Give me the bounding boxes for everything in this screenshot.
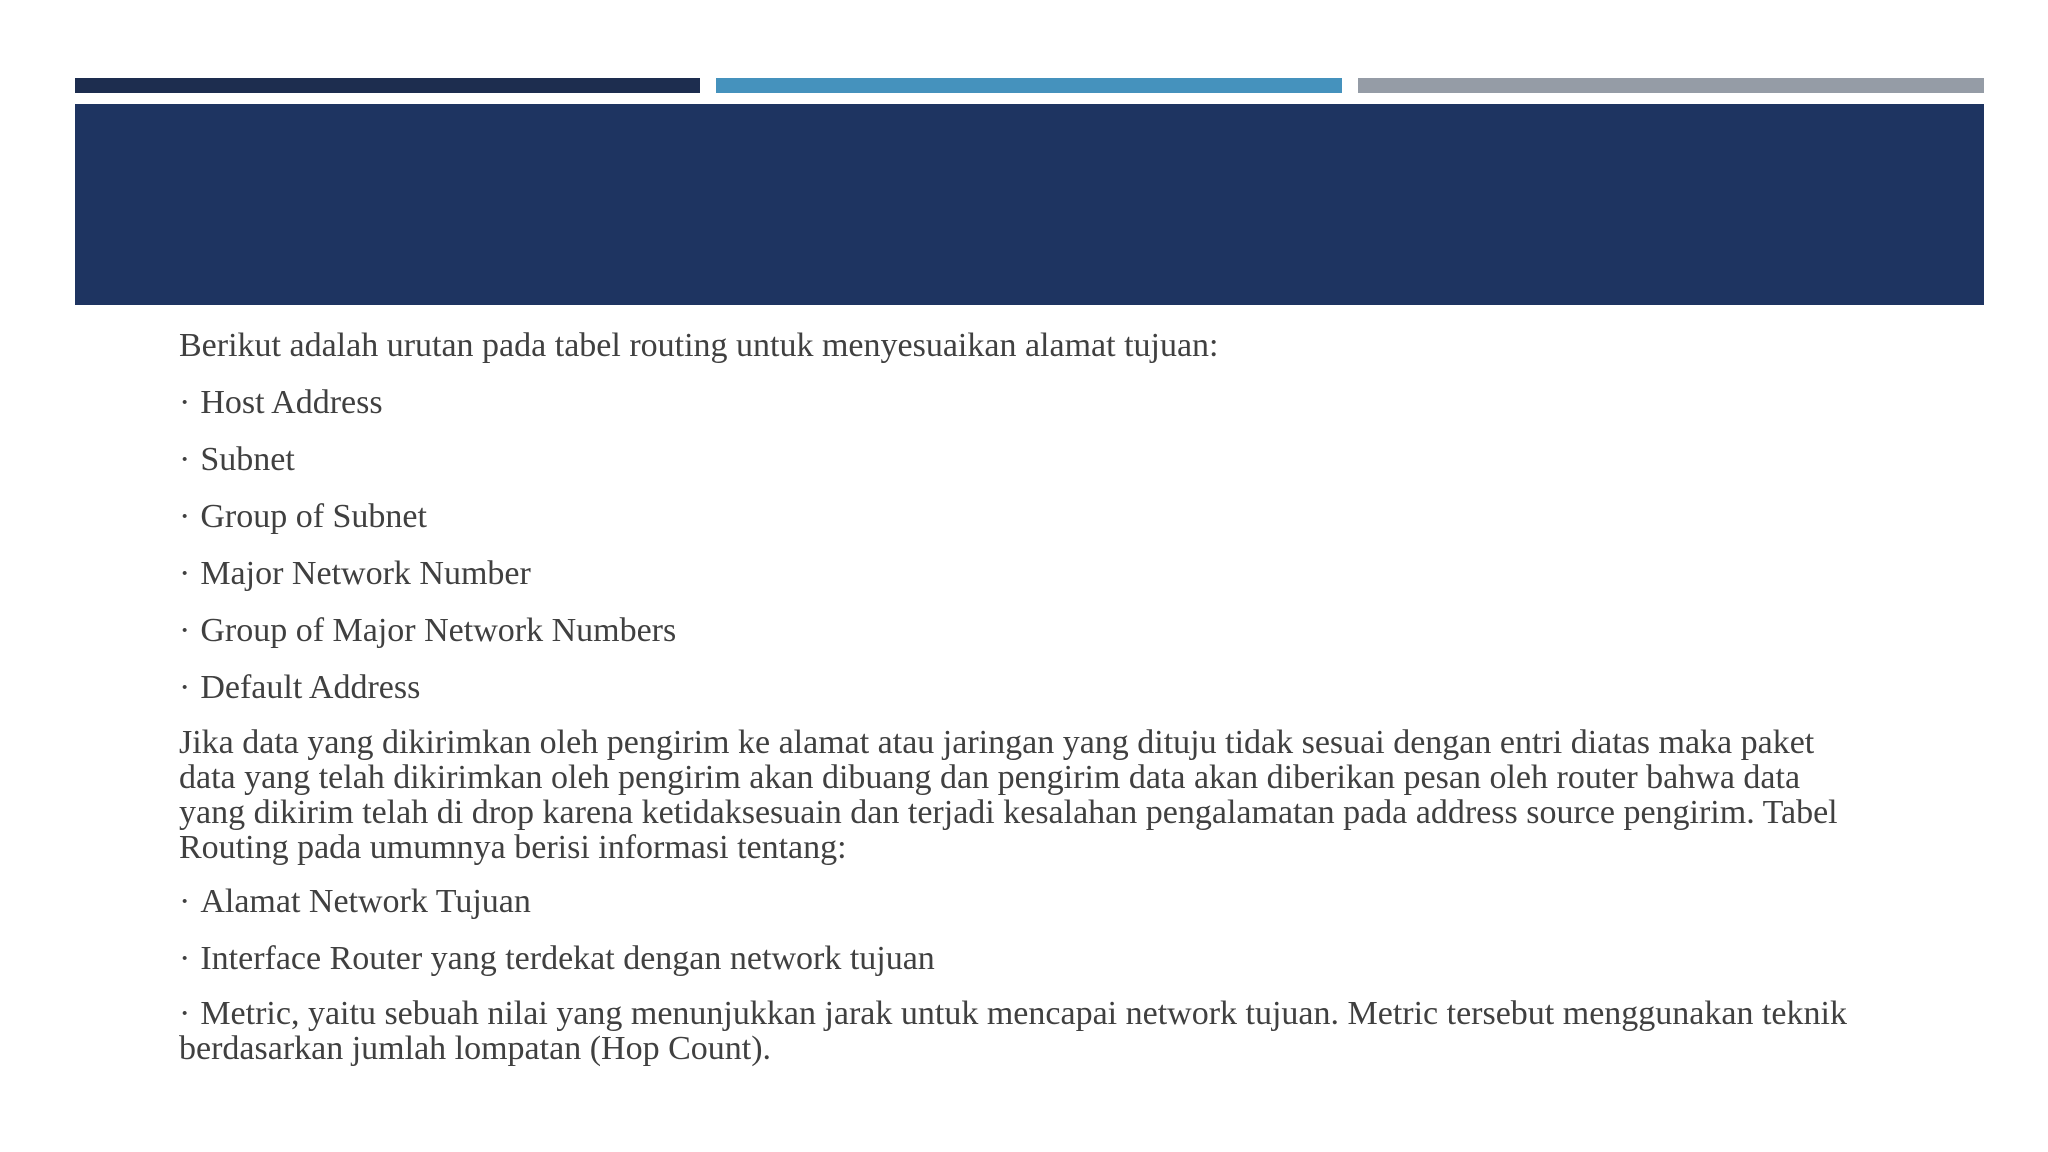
list-item xyxy=(179,497,1979,537)
accent-bar-blue xyxy=(716,78,1342,93)
list-item-text: Interface Router yang terdekat dengan network tujuan xyxy=(200,940,935,977)
list-item xyxy=(179,611,1979,651)
list-item xyxy=(179,383,1979,423)
list-item xyxy=(179,440,1979,480)
paragraph-line: Routing pada umumnya berisi informasi tentang: xyxy=(179,829,847,866)
paragraph-line: data yang telah dikirimkan oleh pengirim akan dibuang dan pengirim data akan diberikan pesan oleh router bahwa data xyxy=(179,759,1801,796)
paragraph-line xyxy=(179,996,1979,1031)
paragraph-line: Jika data yang dikirimkan oleh pengirim ke alamat atau jaringan yang dituju tidak sesuai dengan entri diatas maka paket xyxy=(179,724,1815,761)
list-item-text: Major Network Number xyxy=(200,555,531,592)
list-item xyxy=(179,882,1979,922)
bullet-dot: · xyxy=(179,498,191,535)
metric-list-item xyxy=(179,996,1979,1066)
list-item xyxy=(179,668,1979,708)
accent-bar-gray xyxy=(1358,78,1984,93)
bullet-dot: · xyxy=(179,883,191,920)
list-item-text: Group of Major Network Numbers xyxy=(200,612,677,649)
bullet-dot: · xyxy=(179,555,191,592)
list-item-text: Alamat Network Tujuan xyxy=(200,883,531,920)
accent-bar-navy xyxy=(75,78,700,93)
paragraph-line: berdasarkan jumlah lompatan (Hop Count). xyxy=(179,1030,772,1067)
list-item-text: Default Address xyxy=(200,669,421,706)
list-item-text: Subnet xyxy=(200,441,295,478)
bullet-dot: · xyxy=(179,384,191,421)
slide-body xyxy=(179,326,1979,1083)
list-item-text: Group of Subnet xyxy=(200,498,427,535)
explanation-paragraph xyxy=(179,725,1979,865)
list-item xyxy=(179,554,1979,594)
bullet-dot: · xyxy=(179,612,191,649)
paragraph-line: yang dikirim telah di drop karena ketidaksesuain dan terjadi kesalahan pengalamatan pada address source pengirim. Tabel xyxy=(179,794,1838,831)
intro-text: Berikut adalah urutan pada tabel routing untuk menyesuaikan alamat tujuan: xyxy=(179,327,1219,364)
list-item-text: Host Address xyxy=(200,384,383,421)
bullet-dot: · xyxy=(179,669,191,706)
bullet-dot: · xyxy=(179,940,191,977)
bullet-dot: · xyxy=(179,995,191,1032)
bullet-dot: · xyxy=(179,441,191,478)
list-item xyxy=(179,939,1979,979)
list-item-text: Metric, yaitu sebuah nilai yang menunjukkan jarak untuk mencapai network tujuan. Metric tersebut menggunakan teknik xyxy=(200,995,1847,1032)
title-band xyxy=(75,104,1984,305)
